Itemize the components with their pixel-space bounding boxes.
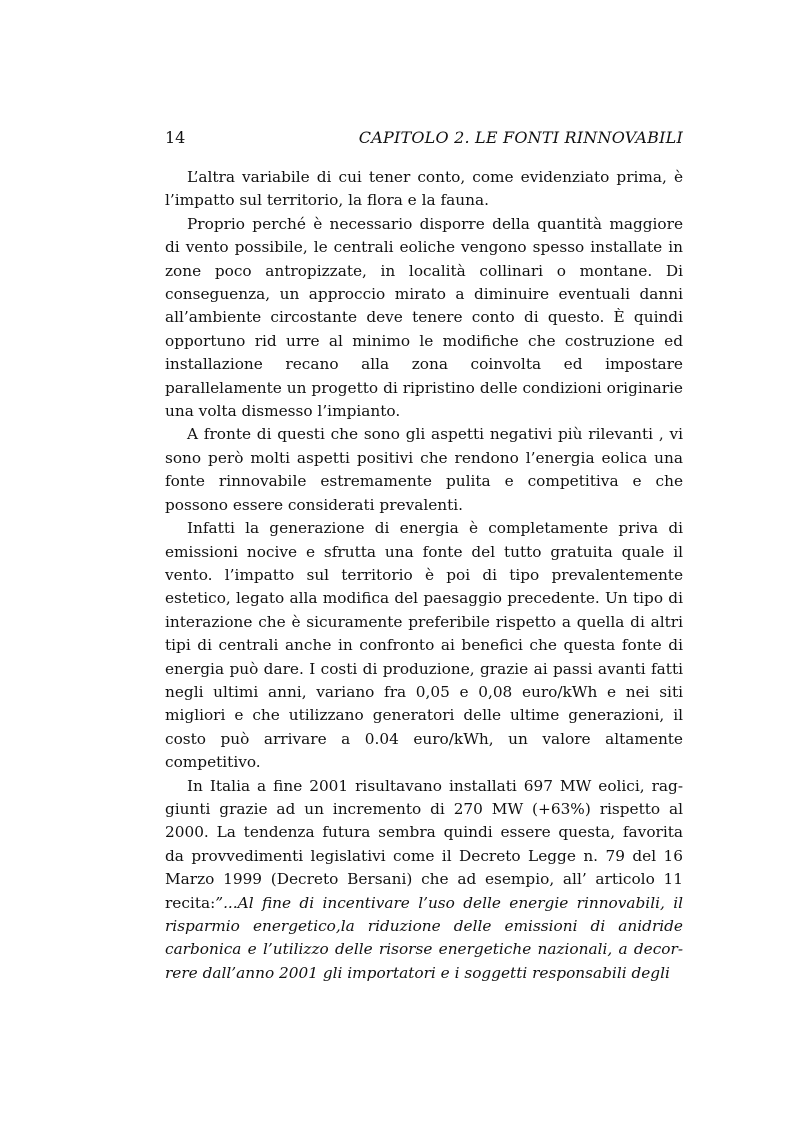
- body-text: [165, 166, 683, 985]
- paragraph-italy-legislation: [165, 775, 683, 986]
- paragraph-site-selection: Proprio perché è necessario disporre della quantità maggiore di vento possibile, le centrali eoliche vengono spesso installate in zone poco antropizzate, in località collinari o montane. Di conseguenza, un approccio mirato a diminuire eventuali danni all’ambiente circostante deve tenere conto di questo. È quindi opportuno rid urre al minimo le modifiche che costruzione ed installazione recano alla zona coinvolta ed impostare parallelamente un progetto di ripristino delle condizioni originarie una volta dismesso l’impianto.: [165, 214, 683, 421]
- paragraph-environmental-impact: L’altra variabile di cui tener conto, come evidenziato prima, è l’impatto sul territorio, la flora e la fauna.: [165, 168, 683, 210]
- paragraph-italy-text: In Italia a fine 2001 risultavano installati 697 MW eolici, raggiunti grazie ad un incremento di 270 MW (+63%) rispetto al 2000. La tendenza futura sembra quindi essere questa, favorita da provvedimenti legislativi come il Decreto Legge n. 79 del 16 Marzo 1999 (Decreto Bersani) che ad esempio, all’ articolo 11 recita:: [165, 776, 683, 912]
- law-quote: ”...Al fine di incentivare l’uso delle energie rinnovabili, il risparmio energetico,la riduzione delle emissioni di anidride carbonica e l’utilizzo delle risorse energetiche nazionali, a decorrere dall’anno 2001 gli importatori e i soggetti responsabili degli: [165, 893, 683, 982]
- running-head: CAPITOLO 2. LE FONTI RINNOVABILI: [358, 128, 683, 147]
- paragraph-costs: Infatti la generazione di energia è completamente priva di emissioni nocive e sfrutta una fonte del tutto gratuita quale il vento. l’impatto sul territorio è poi di tipo prevalentemente estetico, legato alla modifica del paesaggio precedente. Un tipo di interazione che è sicuramente preferibile rispetto a quella di altri tipi di centrali anche in confronto ai benefici che questa fonte di energia può dare. I costi di produzione, grazie ai passi avanti fatti negli ultimi anni, variano fra 0,05 e 0,08 euro/kWh e nei siti migliori e che utilizzano generatori delle ultime generazioni, il costo può arrivare a 0.04 euro/kWh, un valore altamente competitivo.: [165, 519, 683, 772]
- paragraph-positive-aspects: A fronte di questi che sono gli aspetti negativi più rilevanti , vi sono però molti aspetti positivi che rendono l’energia eolica una fonte rinnovabile estremamente pulita e competitiva e che possono essere considerati prevalenti.: [165, 425, 683, 514]
- page-header: [165, 128, 683, 150]
- page-number: 14: [165, 128, 186, 147]
